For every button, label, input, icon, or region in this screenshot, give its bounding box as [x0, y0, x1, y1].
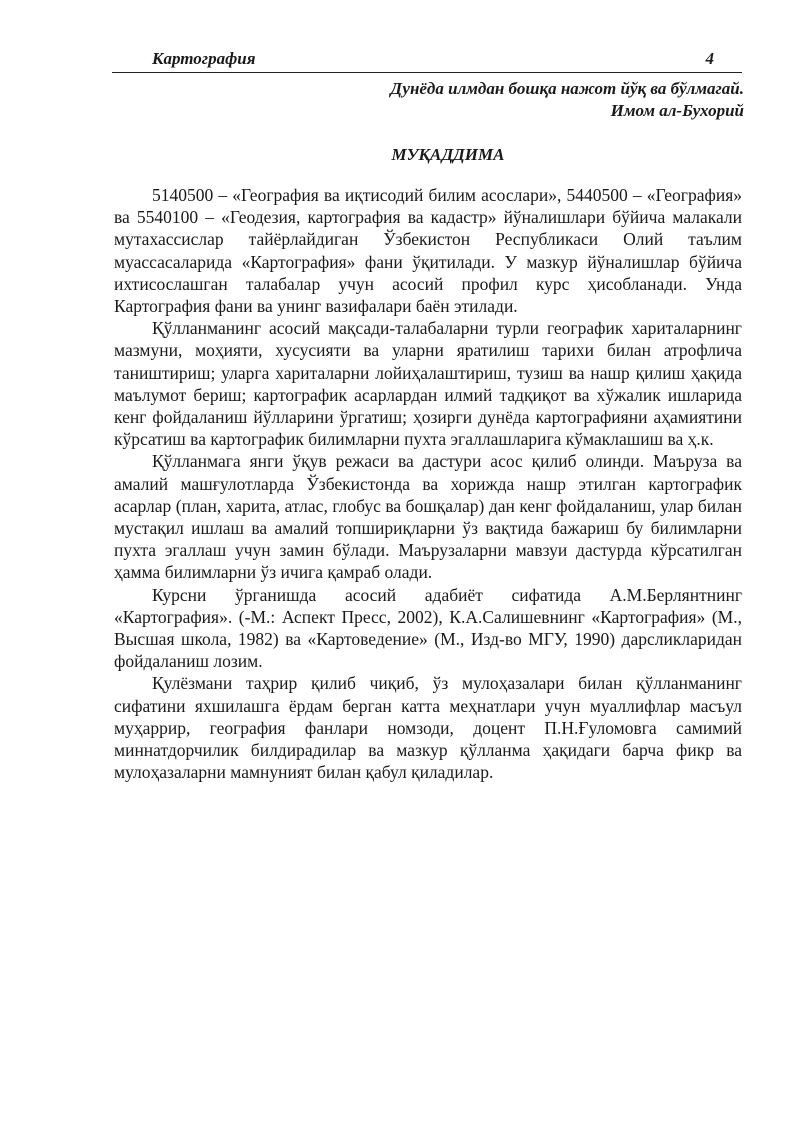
- body-text: [114, 184, 742, 783]
- running-header: [112, 48, 742, 73]
- epigraph: [224, 78, 744, 122]
- epigraph-author: Имом ал-Бухорий: [610, 101, 744, 120]
- running-title: Картография: [152, 49, 256, 68]
- paragraph-1: 5140500 – «География ва иқтисодий билим асослари», 5440500 – «География» ва 5540100 – «Геодезия, картография ва кадастр» йўналишлари бўйича малакали мутахассислар тайёрлайдиган Ўзбекистон Республикаси Олий таълим муассасаларида «Картография» фани ўқитилади. У мазкур йўналишлар бўйича ихтисослашган талабалар учун асосий профил курс ҳисобланади. Унда Картография фани ва унинг вазифалари баён этилади.: [114, 185, 742, 317]
- paragraph-2: Қўлланманинг асосий мақсади-талабаларни турли географик хариталарнинг мазмуни, моҳияти, хусусияти ва уларни яратилиш тарихи билан атрофлича таништириш; уларга хариталарни лойиҳалаштириш, тузиш ва нашр қилиш ҳақида маълумот бериш; картографик асарлардан илмий тадқиқот ва хўжалик ишларида кенг фойдаланиш йўлларини ўргатиш; ҳозирги дунёда картографияни аҳамиятини кўрсатиш ва картографик билимларни пухта эгаллашларига кўмаклашиш ва ҳ.к.: [114, 318, 742, 450]
- paragraph-4: Курсни ўрганишда асосий адабиёт сифатида А.М.Берлянтнинг «Картография». (-М.: Аспект Пресс, 2002), К.А.Салишевнинг «Картография» (М., Высшая школа, 1982) ва «Картоведение» (М., Изд-во МГУ, 1990) дарсликларидан фойдаланиш лозим.: [114, 584, 742, 672]
- paragraph-3: Қўлланмага янги ўқув режаси ва дастури асос қилиб олинди. Маъруза ва амалий машғулотларда Ўзбекистонда ва хорижда нашр этилган картографик асарлар (план, харита, атлас, глобус ва бошқалар) дан кенг фойдаланиш, улар билан мустақил ишлаш ва амалий топшириқларни ўз вақтида бажариш бу билимларни пухта эгаллаш учун замин бўлади. Маърузаларни мавзуи дастурда кўрсатилган ҳамма билимларни ўз ичига қамраб олади.: [114, 451, 742, 583]
- epigraph-quote: Дунёда илмдан бошқа нажот йўқ ва бўлмагай.: [390, 79, 744, 98]
- section-title: МУҚАДДИМА: [391, 145, 505, 164]
- paragraph-5: Қулёзмани таҳрир қилиб чиқиб, ўз мулоҳазалари билан қўлланманинг сифатини яхшилашга ёрдам берган катта меҳнатлари учун муаллифлар масъул муҳаррир, география фанлари номзоди, доцент П.Н.Ғуломовга самимий миннатдорчилик билдирадилар ва мазкур қўлланма ҳақидаги барча фикр ва мулоҳазаларни мамнуният билан қабул қиладилар.: [114, 673, 742, 783]
- page-number: 4: [705, 49, 714, 68]
